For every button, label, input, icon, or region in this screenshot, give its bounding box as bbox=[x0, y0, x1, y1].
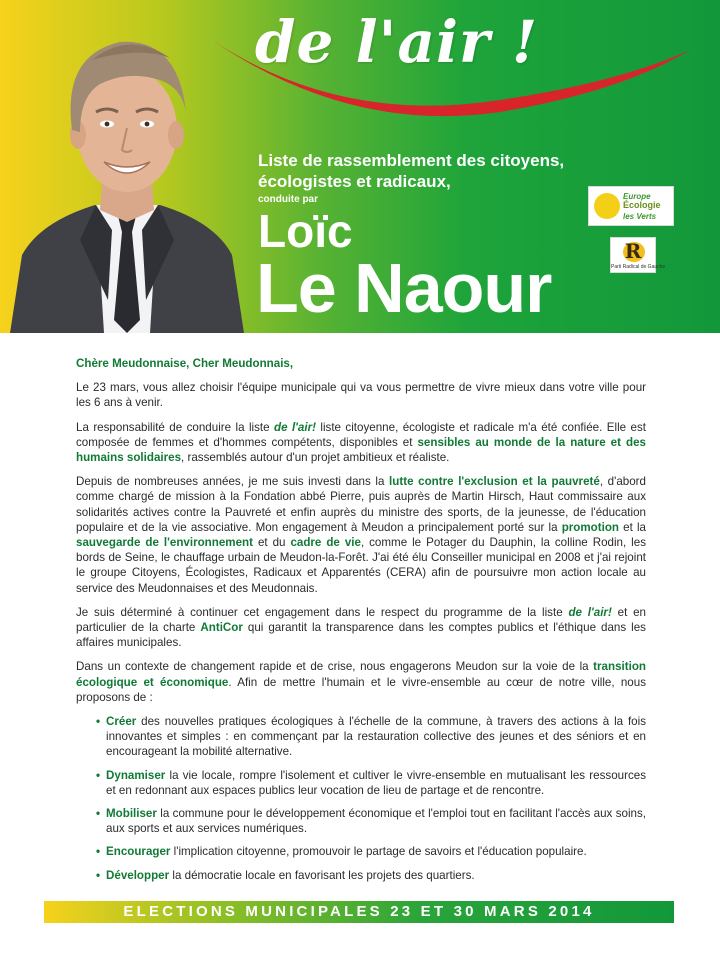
sunflower-icon bbox=[594, 193, 620, 219]
list-subtitle bbox=[258, 150, 588, 192]
list-item: • Développer la démocratie locale en favorisant les projets des quartiers. bbox=[106, 868, 646, 883]
paragraph-2: La responsabilité de conduire la liste de l'air! liste citoyenne, écologiste et radicale m'a été confiée. Elle est composée de femmes et d'hommes compétents, disponibles et sensibles au monde de la nature et des humains solidaires, rassemblés autour d'un projet ambitieux et réaliste. bbox=[76, 420, 646, 465]
candidate-first-name: Loïc bbox=[258, 205, 353, 257]
list-item: • Mobiliser la commune pour le développement économique et l'emploi tout en facilitant l'accès aux soins, aux sports et aux services numériques. bbox=[106, 806, 646, 836]
proposals-list bbox=[76, 714, 646, 883]
radical-party-logo: R Parti Radical de Gauche bbox=[610, 237, 656, 273]
election-dates-text: ELECTIONS MUNICIPALES 23 ET 30 MARS 2014 bbox=[123, 903, 595, 920]
subtitle-line-2: écologistes et radicaux, bbox=[258, 172, 451, 191]
letter-body bbox=[76, 356, 646, 891]
header-banner bbox=[0, 0, 720, 333]
candidate-last-name: Le Naour bbox=[256, 249, 552, 327]
led-by-label: conduite par bbox=[258, 194, 319, 205]
list-item: • Créer des nouvelles pratiques écologiques à l'échelle de la commune, à travers des actions à la fois innovantes et simples : en commençant par la restauration collective des jeunes et des séniors et en encourageant la mobilité alternative. bbox=[106, 714, 646, 760]
subtitle-line-1: Liste de rassemblement des citoyens, bbox=[258, 151, 565, 170]
election-dates-banner bbox=[44, 901, 674, 923]
list-item: • Dynamiser la vie locale, rompre l'isolement et cultiver le vivre-ensemble en mutualisant les ressources et en redonnant aux espaces publics leur vocation de lieu de partage et de rencontre. bbox=[106, 768, 646, 798]
list-item: • Encourager l'implication citoyenne, promouvoir le partage de savoirs et l'éducation populaire. bbox=[106, 844, 646, 859]
paragraph-3: Depuis de nombreuses années, je me suis investi dans la lutte contre l'exclusion et la pauvreté, d'abord comme chargé de mission à la Fondation abbé Pierre, puis auprès de Martin Hirsch, Haut commissaire aux solidarités actives contre la Pauvreté et enfin auprès du ministre des sports, de la jeunesse, de l'éducation populaire et de la vie associative. Mon engagement à Meudon a principalement porté sur la promotion et la sauvegarde de l'environnement et du cadre de vie, comme le Potager du Dauphin, la colline Rodin, les bords de Seine, le chauffage urbain de Meudon-la-Forêt. J'ai été élu Conseiller municipal en 2008 et j'ai rejoint le groupe Citoyens, Écologistes, Radicaux et Apparentés (CERA) afin de poursuivre mon action locale au service des Meudonnaises et des Meudonnais. bbox=[76, 475, 646, 595]
eelv-logo: Europe Écologie les Verts bbox=[588, 186, 674, 226]
salutation: Chère Meudonnaise, Cher Meudonnais, bbox=[76, 357, 294, 370]
paragraph-5: Dans un contexte de changement rapide et de crise, nous engagerons Meudon sur la voie de la transition écologique et économique. Afin de mettre l'humain et le vivre-ensemble au cœur de notre ville, nous proposons de : bbox=[76, 660, 647, 704]
slogan-title: de l'air ! bbox=[255, 8, 539, 76]
paragraph-1: Le 23 mars, vous allez choisir l'équipe municipale qui va vous permettre de vivre mieux dans votre ville pour les 6 ans à venir. bbox=[76, 381, 646, 410]
paragraph-4: Je suis déterminé à continuer cet engagement dans le respect du programme de la liste de l'air! et en particulier de la charte AntiCor qui garantit la transparence dans les comptes publics et l'éthique dans les affaires municipales. bbox=[76, 605, 646, 650]
